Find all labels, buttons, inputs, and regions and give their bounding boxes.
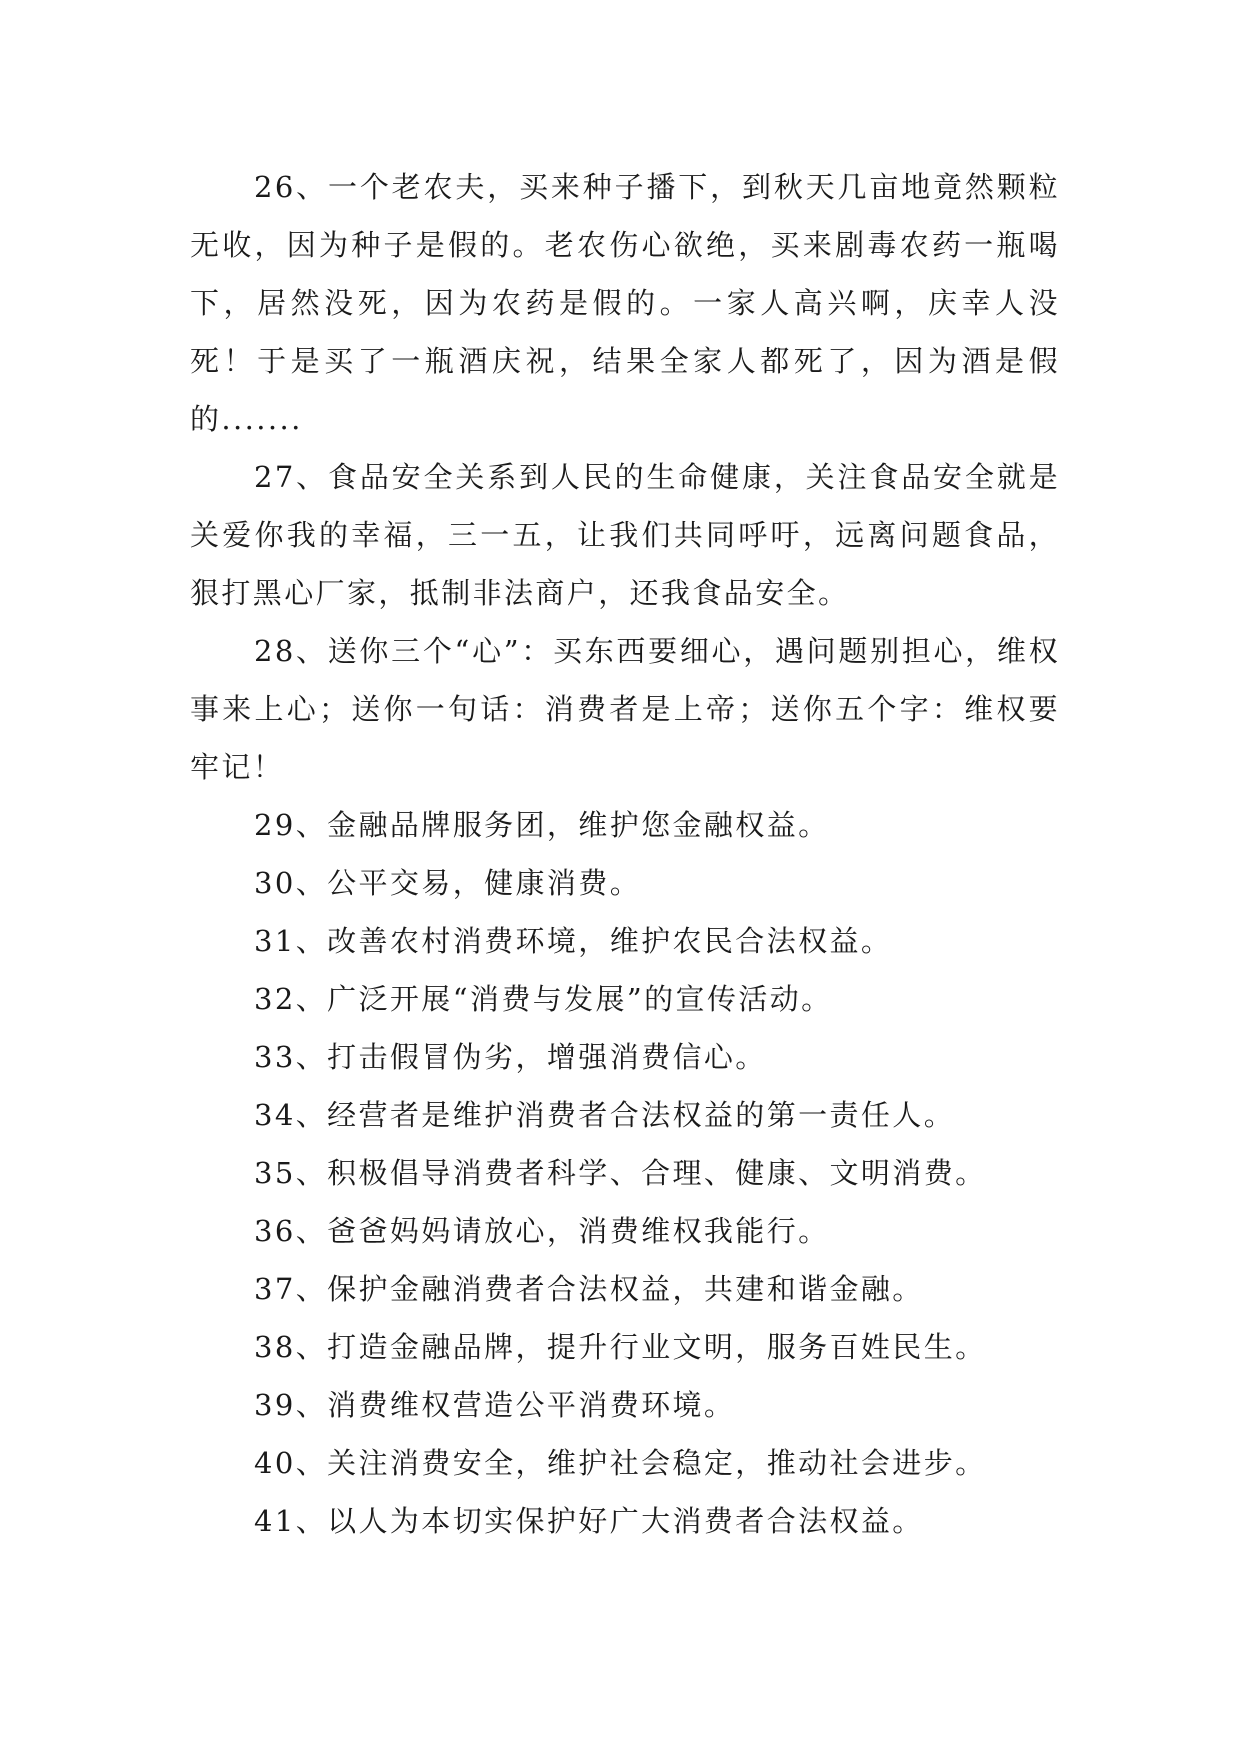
paragraph-35: 35、积极倡导消费者科学、合理、健康、文明消费。 bbox=[254, 1156, 987, 1190]
paragraph-34: 34、经营者是维护消费者合法权益的第一责任人。 bbox=[254, 1098, 956, 1132]
paragraph-28: 28、送你三个“心”：买东西要细心，遇问题别担心，维权事来上心；送你一句话：消费者是上帝；送你五个字：维权要牢记！ bbox=[190, 634, 1060, 784]
paragraph-26: 26、一个老农夫，买来种子播下，到秋天几亩地竟然颗粒无收，因为种子是假的。老农伤心欲绝，买来剧毒农药一瓶喝下，居然没死，因为农药是假的。一家人高兴啊，庆幸人没死！于是买了一瓶酒庆祝，结果全家人都死了，因为酒是假的....... bbox=[190, 170, 1060, 436]
paragraph-29: 29、金融品牌服务团，维护您金融权益。 bbox=[254, 808, 830, 842]
paragraph-33: 33、打击假冒伪劣，增强消费信心。 bbox=[254, 1040, 767, 1074]
paragraph-38: 38、打造金融品牌，提升行业文明，服务百姓民生。 bbox=[254, 1330, 987, 1364]
paragraph-27: 27、食品安全关系到人民的生命健康，关注食品安全就是关爱你我的幸福，三一五，让我们共同呼吁，远离问题食品，狠打黑心厂家，抵制非法商户，还我食品安全。 bbox=[190, 460, 1060, 610]
paragraph-39: 39、消费维权营造公平消费环境。 bbox=[254, 1388, 736, 1422]
paragraph-36: 36、爸爸妈妈请放心，消费维权我能行。 bbox=[254, 1214, 830, 1248]
paragraph-31: 31、改善农村消费环境，维护农民合法权益。 bbox=[254, 924, 893, 958]
paragraph-32: 32、广泛开展“消费与发展”的宣传活动。 bbox=[254, 982, 833, 1016]
paragraph-40: 40、关注消费安全，维护社会稳定，推动社会进步。 bbox=[254, 1446, 987, 1480]
paragraph-41: 41、以人为本切实保护好广大消费者合法权益。 bbox=[254, 1504, 924, 1538]
paragraph-30: 30、公平交易，健康消费。 bbox=[254, 866, 642, 900]
document-body bbox=[190, 158, 1060, 1550]
paragraph-37: 37、保护金融消费者合法权益，共建和谐金融。 bbox=[254, 1272, 924, 1306]
